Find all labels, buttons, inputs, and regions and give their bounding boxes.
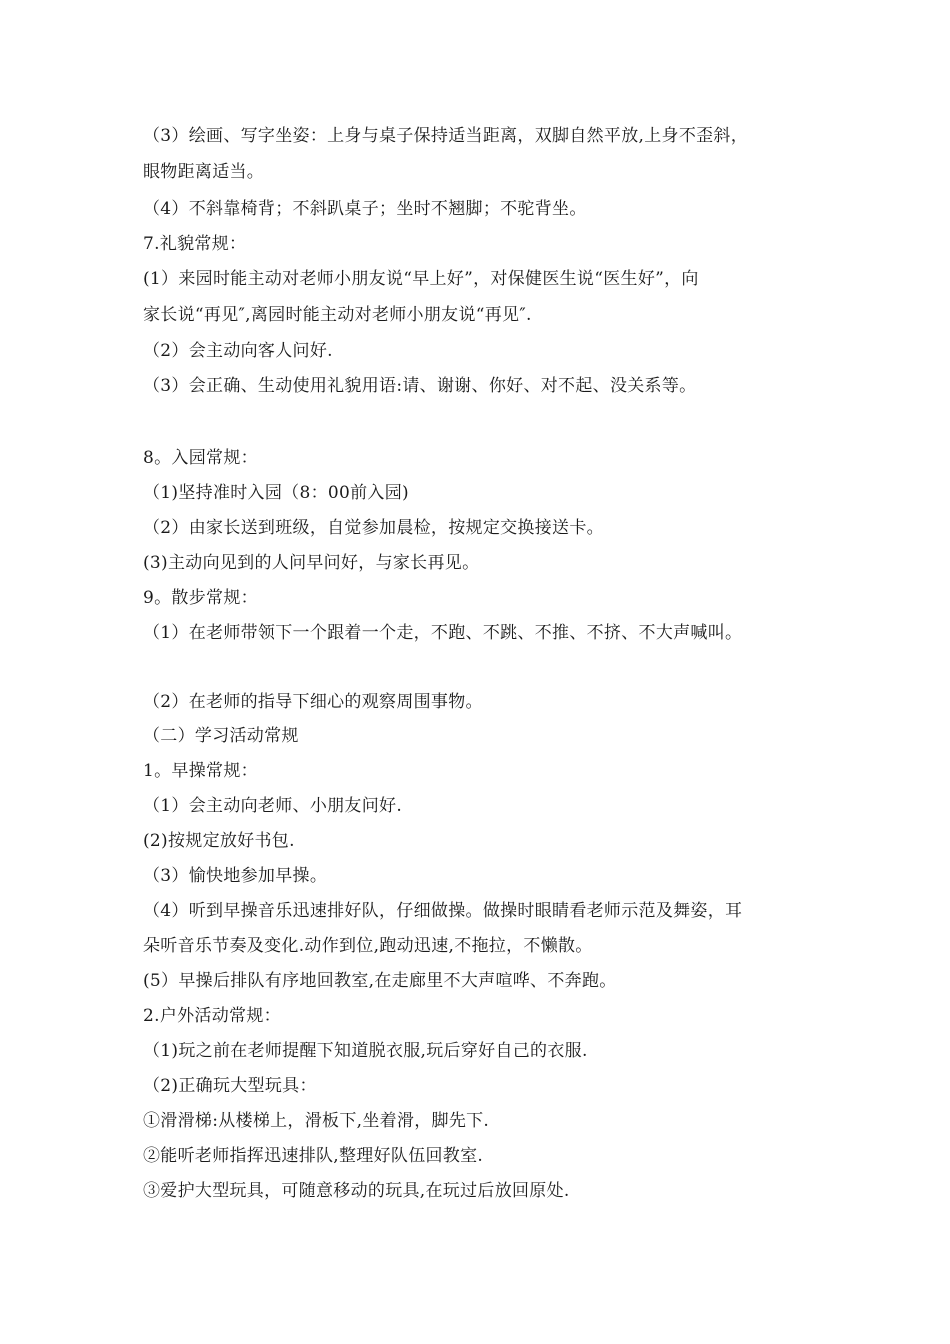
text-line-sitting-posture-cont: 眼物距离适当。	[143, 162, 265, 182]
text-line-morning-check: （2）由家长送到班级，自觉参加晨检，按规定交换接送卡。	[143, 518, 604, 538]
section-heading-outdoor: 2.户外活动常规：	[143, 1006, 281, 1026]
section-heading-arrival: 8。入园常规：	[143, 448, 258, 468]
text-line-greetings-cont: 家长说“再见″,离园时能主动对老师小朋友说“再见″.	[143, 305, 532, 325]
text-line-bag: (2)按规定放好书包.	[143, 831, 295, 851]
text-line-clothes: （1)玩之前在老师提醒下知道脱衣服,玩后穿好自己的衣服.	[143, 1041, 588, 1061]
text-line-greet-people: (3)主动向见到的人问早问好，与家长再见。	[143, 553, 480, 573]
text-line-sitting-posture: （3）绘画、写字坐姿：上身与桌子保持适当距离，双脚自然平放,上身不歪斜，	[143, 126, 749, 146]
section-heading-walk: 9。散步常规：	[143, 588, 258, 608]
text-line-polite-words: （3）会正确、生动使用礼貌用语:请、谢谢、你好、对不起、没关系等。	[143, 376, 697, 396]
text-line-line-up-cont: 朵听音乐节奏及变化.动作到位,跑动迅速,不拖拉，不懒散。	[143, 936, 593, 956]
text-line-greetings: (1）来园时能主动对老师小朋友说“早上好”，对保健医生说“医生好”，向	[143, 269, 699, 289]
text-line-walk-in-line: （1）在老师带领下一个跟着一个走，不跑、不跳、不推、不挤、不大声喊叫。	[143, 623, 743, 643]
section-heading-exercise: 1。早操常规：	[143, 761, 258, 781]
text-line-join-exercise: （3）愉快地参加早操。	[143, 866, 328, 886]
text-line-greet-guests: （2）会主动向客人问好.	[143, 341, 333, 361]
text-line-on-time: （1)坚持准时入园（8：00前入园)	[143, 483, 409, 503]
text-line-return-class: (5）早操后排队有序地回教室,在走廊里不大声喧哗、不奔跑。	[143, 971, 617, 991]
section-heading-learning: （二）学习活动常规	[143, 726, 299, 746]
text-line-slide: ①滑滑梯:从楼梯上，滑板下,坐着滑，脚先下.	[143, 1111, 490, 1131]
text-line-care-toys: ③爱护大型玩具，可随意移动的玩具,在玩过后放回原处.	[143, 1181, 570, 1201]
text-line-greet-teacher: （1）会主动向老师、小朋友问好.	[143, 796, 403, 816]
text-line-no-leaning: （4）不斜靠椅背；不斜趴桌子；坐时不翘脚；不驼背坐。	[143, 199, 587, 219]
section-heading-courtesy: 7.礼貌常规：	[143, 234, 247, 254]
text-line-follow-teacher: ②能听老师指挥迅速排队,整理好队伍回教室.	[143, 1146, 484, 1166]
text-line-big-toys: （2)正确玩大型玩具：	[143, 1076, 317, 1096]
text-line-line-up: （4）听到早操音乐迅速排好队，仔细做操。做操时眼睛看老师示范及舞姿，耳	[143, 901, 743, 921]
text-line-observe: （2）在老师的指导下细心的观察周围事物。	[143, 692, 483, 712]
